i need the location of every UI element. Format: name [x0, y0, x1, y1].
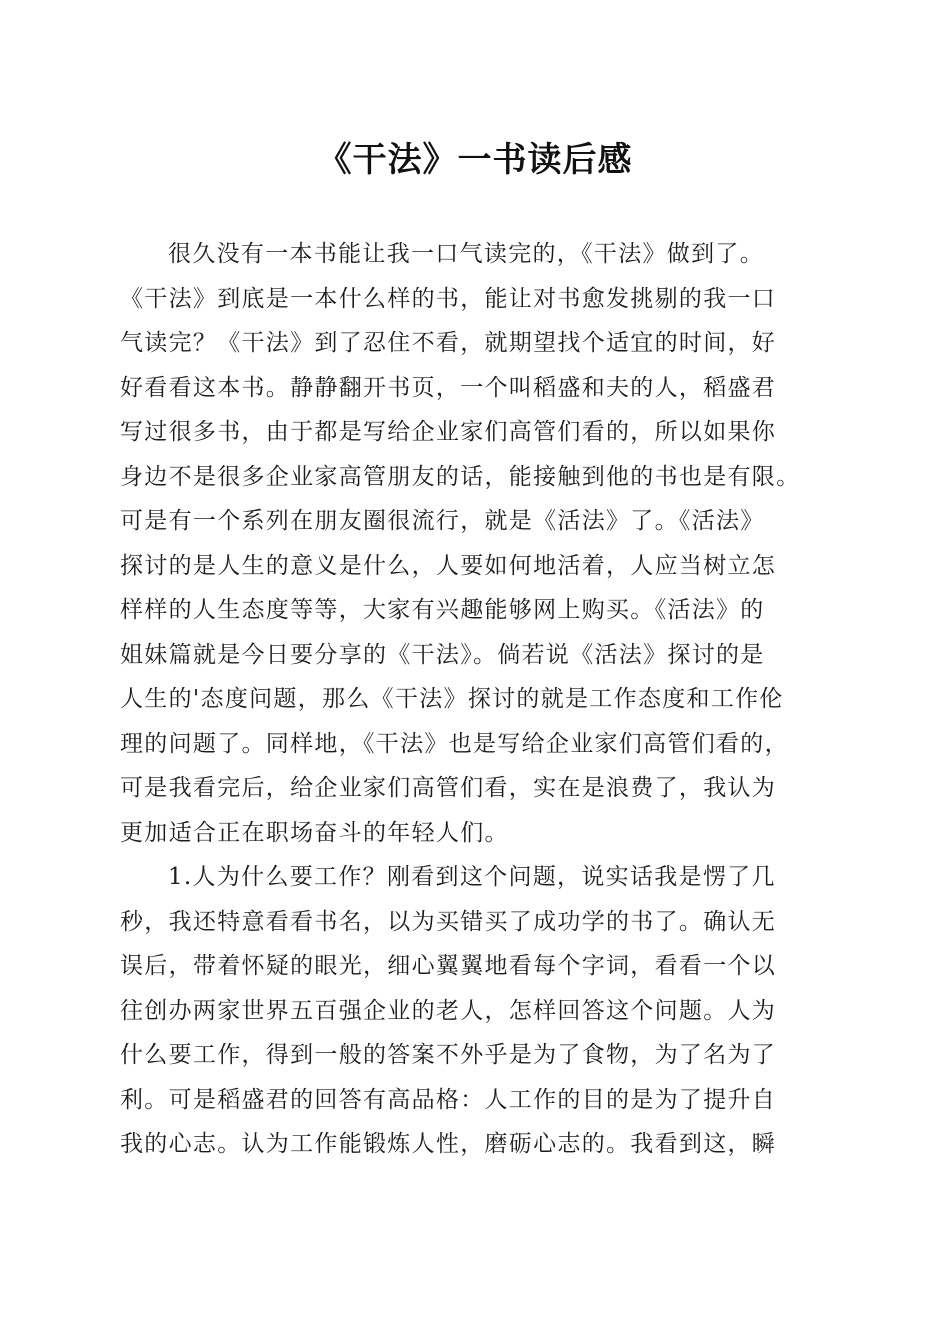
text-line: 可是有一个系列在朋友圈很流行，就是《活法》了。《活法》 — [120, 508, 765, 534]
text-line: 我的心志。认为工作能锻炼人性，磨砺心志的。我看到这，瞬 — [120, 1131, 777, 1157]
text-line: 写过很多书，由于都是写给企业家们高管们看的，所以如果你 — [120, 419, 777, 445]
text-line: 往创办两家世界五百强企业的老人，怎样回答这个问题。人为 — [120, 997, 777, 1024]
text-line: 人生的'态度问题，那么《干法》探讨的就是工作态度和工作伦 — [120, 686, 784, 712]
text-line: 可是我看完后，给企业家们高管们看，实在是浪费了，我认为 — [120, 775, 777, 801]
text-line: 更加适合正在职场奋斗的年轻人们。 — [120, 819, 509, 846]
text-line: 身边不是很多企业家高管朋友的话，能接触到他的书也是有限。 — [120, 463, 801, 490]
text-line: 《干法》到底是一本什么样的书，能让对书愈发挑剔的我一口 — [120, 285, 777, 312]
text-line: 很久没有一本书能让我一口气读完的，《干法》做到了。 — [168, 241, 764, 267]
text-line: 气读完？《干法》到了忍住不看，就期望找个适宜的时间，好 — [120, 330, 777, 356]
text-line: 探讨的是人生的意义是什么，人要如何地活着，人应当树立怎 — [120, 552, 777, 579]
text-line: 1.人为什么要工作？刚看到这个问题，说实话我是愣了几 — [168, 864, 776, 890]
text-line: 姐妹篇就是今日要分享的《干法》。倘若说《活法》探讨的是 — [120, 641, 765, 668]
text-line: 什么要工作，得到一般的答案不外乎是为了食物，为了名为了 — [120, 1042, 777, 1068]
text-line: 理的问题了。同样地，《干法》也是写给企业家们高管们看的， — [120, 730, 789, 757]
text-line: 秒，我还特意看看书名，以为买错买了成功学的书了。确认无 — [120, 908, 777, 935]
text-line: 误后，带着怀疑的眼光，细心翼翼地看每个字词，看看一个以 — [120, 953, 777, 979]
document-body — [120, 232, 838, 1167]
text-line: 样样的人生态度等等，大家有兴趣能够网上购买。《活法》的 — [120, 597, 765, 623]
text-line: 好看看这本书。静静翻开书页，一个叫稻盛和夫的人，稻盛君 — [120, 374, 777, 401]
text-line: 利。可是稻盛君的回答有高品格：人工作的目的是为了提升自 — [120, 1086, 777, 1113]
document-title: 《干法》一书读后感 — [317, 140, 633, 180]
